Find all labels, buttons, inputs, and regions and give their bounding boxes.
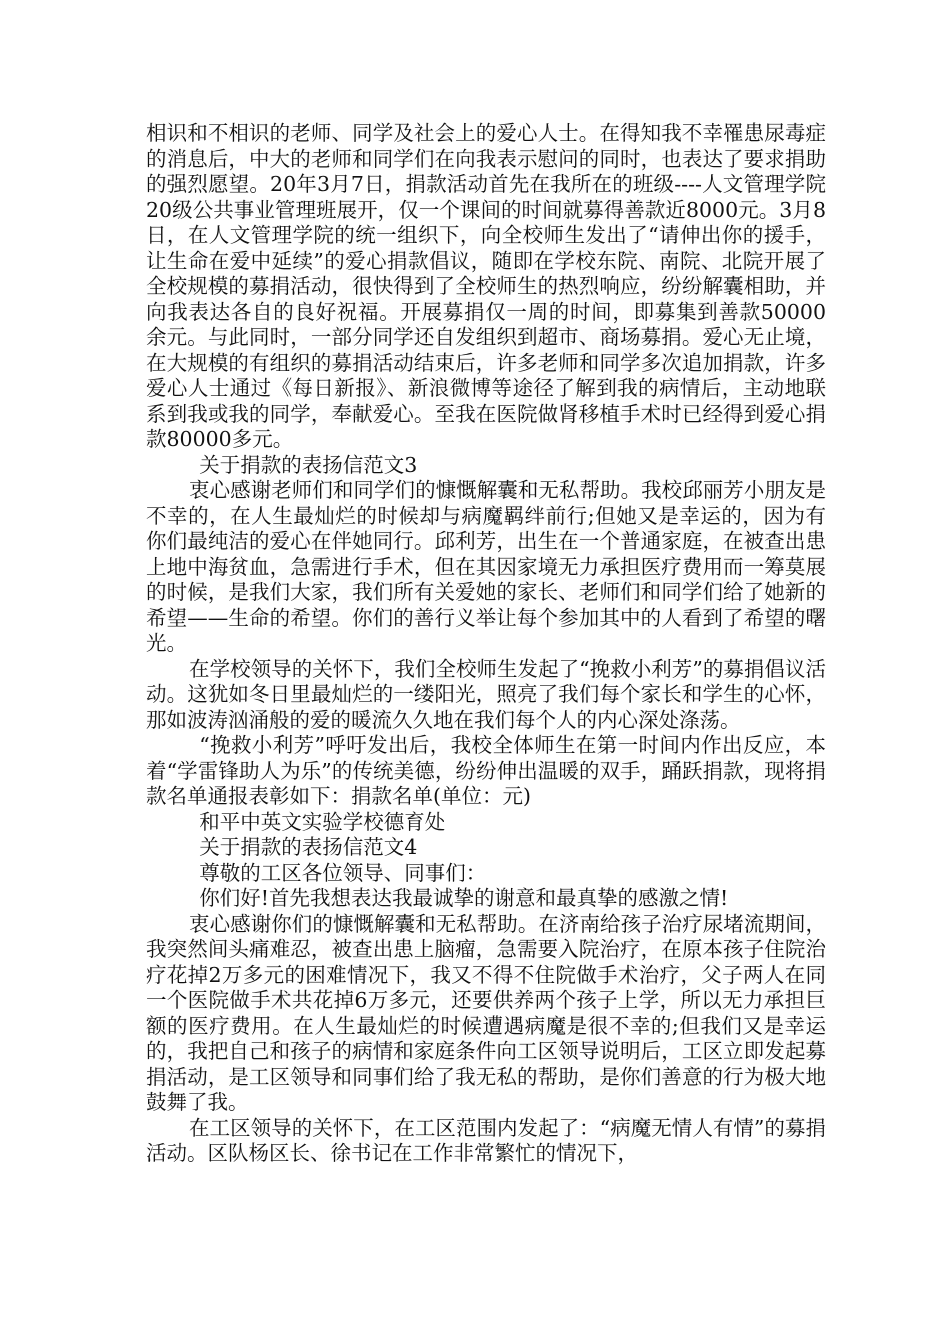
signature-school-office: 和平中英文实验学校德育处 — [199, 809, 446, 834]
paragraph-work-area-campaign: 在工区领导的关怀下，在工区范围内发起了：“病魔无情人有情”的募捐活动。区队杨区长、徐书记在工作非常繁忙的情况下， — [146, 1115, 826, 1165]
section-heading-sample-4: 关于捐款的表扬信范文4 — [199, 835, 418, 859]
paragraph-donation-summary: 相识和不相识的老师、同学及社会上的爱心人士。在得知我不幸罹患尿毒症的消息后，中大的老师和同学们在向我表示慰问的同时，也表达了要求捐助的强烈愿望。20年3月7日，捐款活动首先在我所在的班级----人文管理学院20级公共事业管理班展开，仅一个课间的时间就募得善款近8000元。3月8日，在人文管理学院的统一组织下，向全校师生发出了“请伸出你的援手，让生命在爱中延续”的爱心捐款倡议，随即在学校东院、南院、北院开展了全校规模的募捐活动，很快得到了全校师生的热烈响应，纷纷解囊相助，并向我表达各自的良好祝福。开展募捐仅一周的时间，即募集到善款50000余元。与此同时，一部分同学还自发组织到超市、商场募捐。爱心无止境，在大规模的有组织的募捐活动结束后，许多老师和同学多次追加捐款，许多爱心人士通过《每日新报》、新浪微博等途径了解到我的病情后，主动地联系到我或我的同学，奉献爱心。至我在医院做肾移植手术时已经得到爱心捐款80000多元。 — [146, 121, 826, 451]
paragraph-school-leaders: 在学校领导的关怀下，我们全校师生发起了“挽救小利芳”的募捐倡议活动。这犹如冬日里最灿烂的一缕阳光，照亮了我们每个家长和学生的心怀，那如波涛汹涌般的爱的暖流久久地在我们每个人的内心深处涤荡。 — [146, 656, 826, 732]
paragraph-thanks-teachers: 衷心感谢老师们和同学们的慷慨解囊和无私帮助。我校邱丽芳小朋友是不幸的，在人生最灿烂的时候却与病魔羁绊前行;但她又是幸运的，因为有你们最纯洁的爱心在伴她同行。邱利芳，出生在一个普通家庭，在被查出患上地中海贫血，急需进行手术，但在其因家境无力承担医疗费用而一筹莫展的时候，是我们大家，我们所有关爱她的家长、老师们和同学们给了她新的希望——生命的希望。你们的善行义举让每个参加其中的人看到了希望的曙光。 — [146, 478, 826, 655]
paragraph-appeal-response: “挽救小利芳”呼吁发出后，我校全体师生在第一时间内作出反应，本着“学雷锋助人为乐”的传统美德，纷纷伸出温暖的双手，踊跃捐款，现将捐款名单通报表彰如下：捐款名单(单位：元) — [146, 733, 826, 808]
document-body — [146, 121, 826, 1167]
section-heading-sample-3: 关于捐款的表扬信范文3 — [199, 452, 418, 477]
letter-salutation: 尊敬的工区各位领导、同事们： — [199, 860, 487, 885]
letter-greeting: 你们好!首先我想表达我最诚挚的谢意和最真挚的感激之情! — [199, 886, 729, 910]
paragraph-thanks-colleagues: 衷心感谢你们的慷慨解囊和无私帮助。在济南给孩子治疗尿堵流期间，我突然间头痛难忍，被查出患上脑瘤，急需要入院治疗，在原本孩子住院治疗花掉2万多元的困难情况下，我又不得不住院做手术治疗，父子两人在同一个医院做手术共花掉6万多元，还要供养两个孩子上学，所以无力承担巨额的医疗费用。在人生最灿烂的时候遭遇病魔是很不幸的;但我们又是幸运的，我把自己和孩子的病情和家庭条件向工区领导说明后，工区立即发起募捐活动，是工区领导和同事们给了我无私的帮助，是你们善意的行为极大地鼓舞了我。 — [146, 911, 826, 1114]
